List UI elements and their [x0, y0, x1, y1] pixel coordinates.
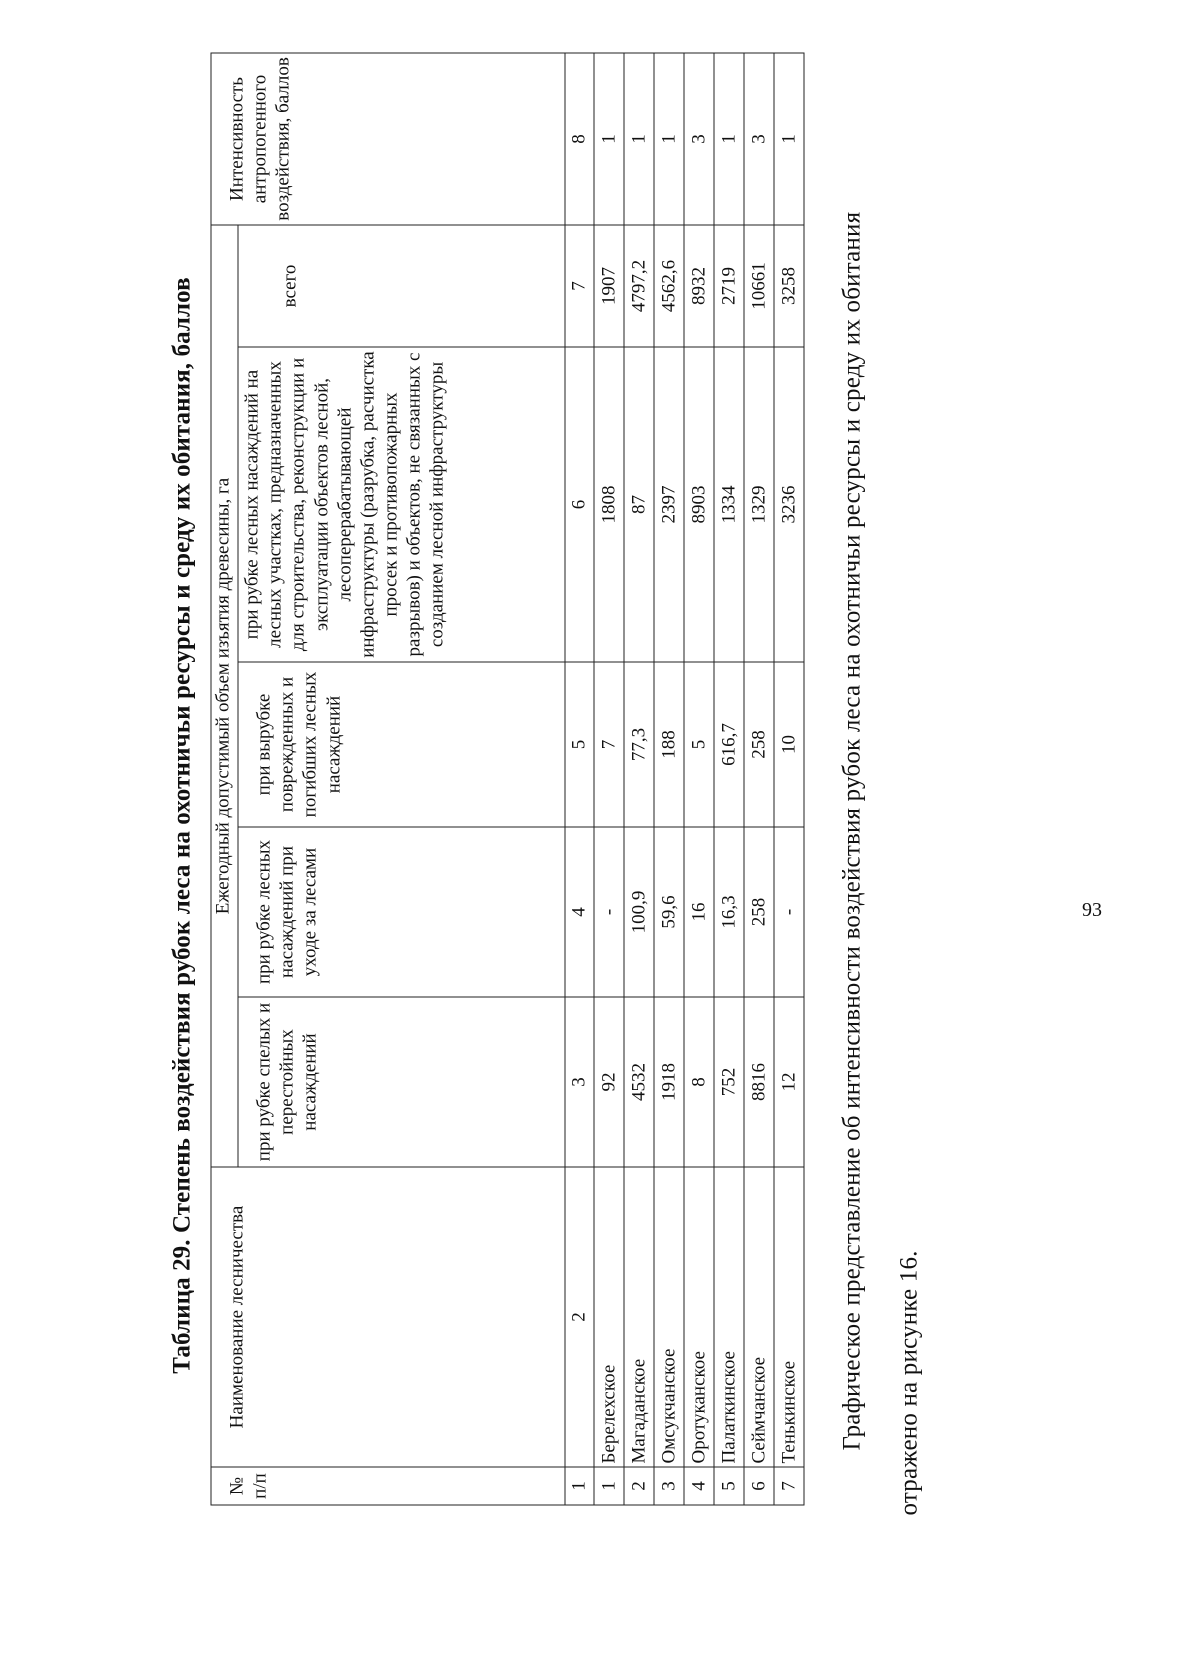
column-number: 7	[565, 224, 594, 346]
cell-damaged: 616,7	[714, 662, 744, 827]
column-number: 1	[565, 1467, 594, 1505]
forestry-name: Тенькинское	[774, 1167, 804, 1467]
cell-intensity: 1	[594, 52, 624, 224]
row-number: 3	[654, 1467, 684, 1505]
cell-total: 4797,2	[624, 224, 654, 346]
cell-mature: 8816	[744, 997, 774, 1167]
forestry-name: Палаткинское	[714, 1167, 744, 1467]
cell-care: 258	[744, 827, 774, 997]
cell-mature: 1918	[654, 997, 684, 1167]
header-care-felling: при рубке лесных насаждений при уходе за лесами	[238, 827, 565, 997]
body-paragraph-line-1: Графическое представление об интенсивности воздействия рубок леса на охотничьи ресурсы и среду их обитания	[838, 211, 865, 1450]
column-number: 6	[565, 347, 594, 662]
cell-total: 1907	[594, 224, 624, 346]
table-row	[654, 52, 684, 1504]
forestry-name: Берелехское	[594, 1167, 624, 1467]
table-row	[594, 52, 624, 1504]
cell-mature: 752	[714, 997, 744, 1167]
header-total: всего	[238, 224, 565, 346]
cell-care: 59,6	[654, 827, 684, 997]
table-title: Таблица 29. Степень воздействия рубок леса на охотничьи ресурсы и среду их обитания, баллов	[168, 276, 195, 1374]
cell-damaged: 77,3	[624, 662, 654, 827]
row-number: 5	[714, 1467, 744, 1505]
cell-intensity: 1	[624, 52, 654, 224]
cell-total: 8932	[684, 224, 714, 346]
column-number: 8	[565, 52, 594, 224]
row-number: 2	[624, 1467, 654, 1505]
table-row	[684, 52, 714, 1504]
cell-infrastructure: 87	[624, 347, 654, 662]
cell-intensity: 3	[744, 52, 774, 224]
cell-infrastructure: 1329	[744, 347, 774, 662]
column-number: 5	[565, 662, 594, 827]
header-row-1	[211, 52, 238, 1504]
cell-damaged: 188	[654, 662, 684, 827]
column-number: 2	[565, 1167, 594, 1467]
header-forestry-name: Наименование лесничества	[211, 1167, 565, 1467]
page-number: 93	[1081, 898, 1102, 921]
cell-mature: 12	[774, 997, 804, 1167]
cell-mature: 92	[594, 997, 624, 1167]
body-paragraph-line-2: отражено на рисунке 16.	[895, 1249, 922, 1515]
cell-intensity: 1	[774, 52, 804, 224]
cell-care: -	[774, 827, 804, 997]
cell-total: 10661	[744, 224, 774, 346]
table-row	[744, 52, 774, 1504]
cell-damaged: 7	[594, 662, 624, 827]
table-row	[624, 52, 654, 1504]
cell-total: 3258	[774, 224, 804, 346]
cell-infrastructure: 1808	[594, 347, 624, 662]
forestry-name: Сеймчанское	[744, 1167, 774, 1467]
row-number: 1	[594, 1467, 624, 1505]
cell-mature: 4532	[624, 997, 654, 1167]
forestry-name: Оротуканское	[684, 1167, 714, 1467]
cell-damaged: 10	[774, 662, 804, 827]
row-number: 6	[744, 1467, 774, 1505]
column-number-row	[565, 52, 594, 1504]
cell-intensity: 1	[654, 52, 684, 224]
logging-impact-table	[210, 52, 804, 1505]
cell-care: 16	[684, 827, 714, 997]
cell-intensity: 3	[684, 52, 714, 224]
forestry-name: Магаданское	[624, 1167, 654, 1467]
cell-intensity: 1	[714, 52, 744, 224]
cell-infrastructure: 8903	[684, 347, 714, 662]
cell-damaged: 258	[744, 662, 774, 827]
table-row	[774, 52, 804, 1504]
cell-infrastructure: 1334	[714, 347, 744, 662]
cell-damaged: 5	[684, 662, 714, 827]
header-number: № п/п	[211, 1467, 565, 1505]
cell-total: 4562,6	[654, 224, 684, 346]
header-infrastructure-felling: при рубке лесных насаждений на лесных участках, предназначенных для строительства, реконструкции и эксплуатации объектов лесной, лесоперерабатывающей инфраструктуры (разрубка, расчистка просек и противопожарных разрывов) и объектов, не связанных с созданием лесной инфраструктуры	[238, 347, 565, 662]
header-group-volume: Ежегодный допустимый объем изъятия древесины, га	[211, 224, 238, 1166]
cell-care: 16,3	[714, 827, 744, 997]
column-number: 4	[565, 827, 594, 997]
cell-care: 100,9	[624, 827, 654, 997]
cell-total: 2719	[714, 224, 744, 346]
cell-mature: 8	[684, 997, 714, 1167]
cell-care: -	[594, 827, 624, 997]
cell-infrastructure: 3236	[774, 347, 804, 662]
header-intensity: Интенсивность антропогенного воздействия, баллов	[211, 52, 565, 224]
header-mature-felling: при рубке спелых и перестойных насаждений	[238, 997, 565, 1167]
forestry-name: Омсукчанское	[654, 1167, 684, 1467]
cell-infrastructure: 2397	[654, 347, 684, 662]
column-number: 3	[565, 997, 594, 1167]
header-damaged-felling: при вырубке поврежденных и погибших лесных насаждений	[238, 662, 565, 827]
row-number: 7	[774, 1467, 804, 1505]
row-number: 4	[684, 1467, 714, 1505]
table-row	[714, 52, 744, 1504]
